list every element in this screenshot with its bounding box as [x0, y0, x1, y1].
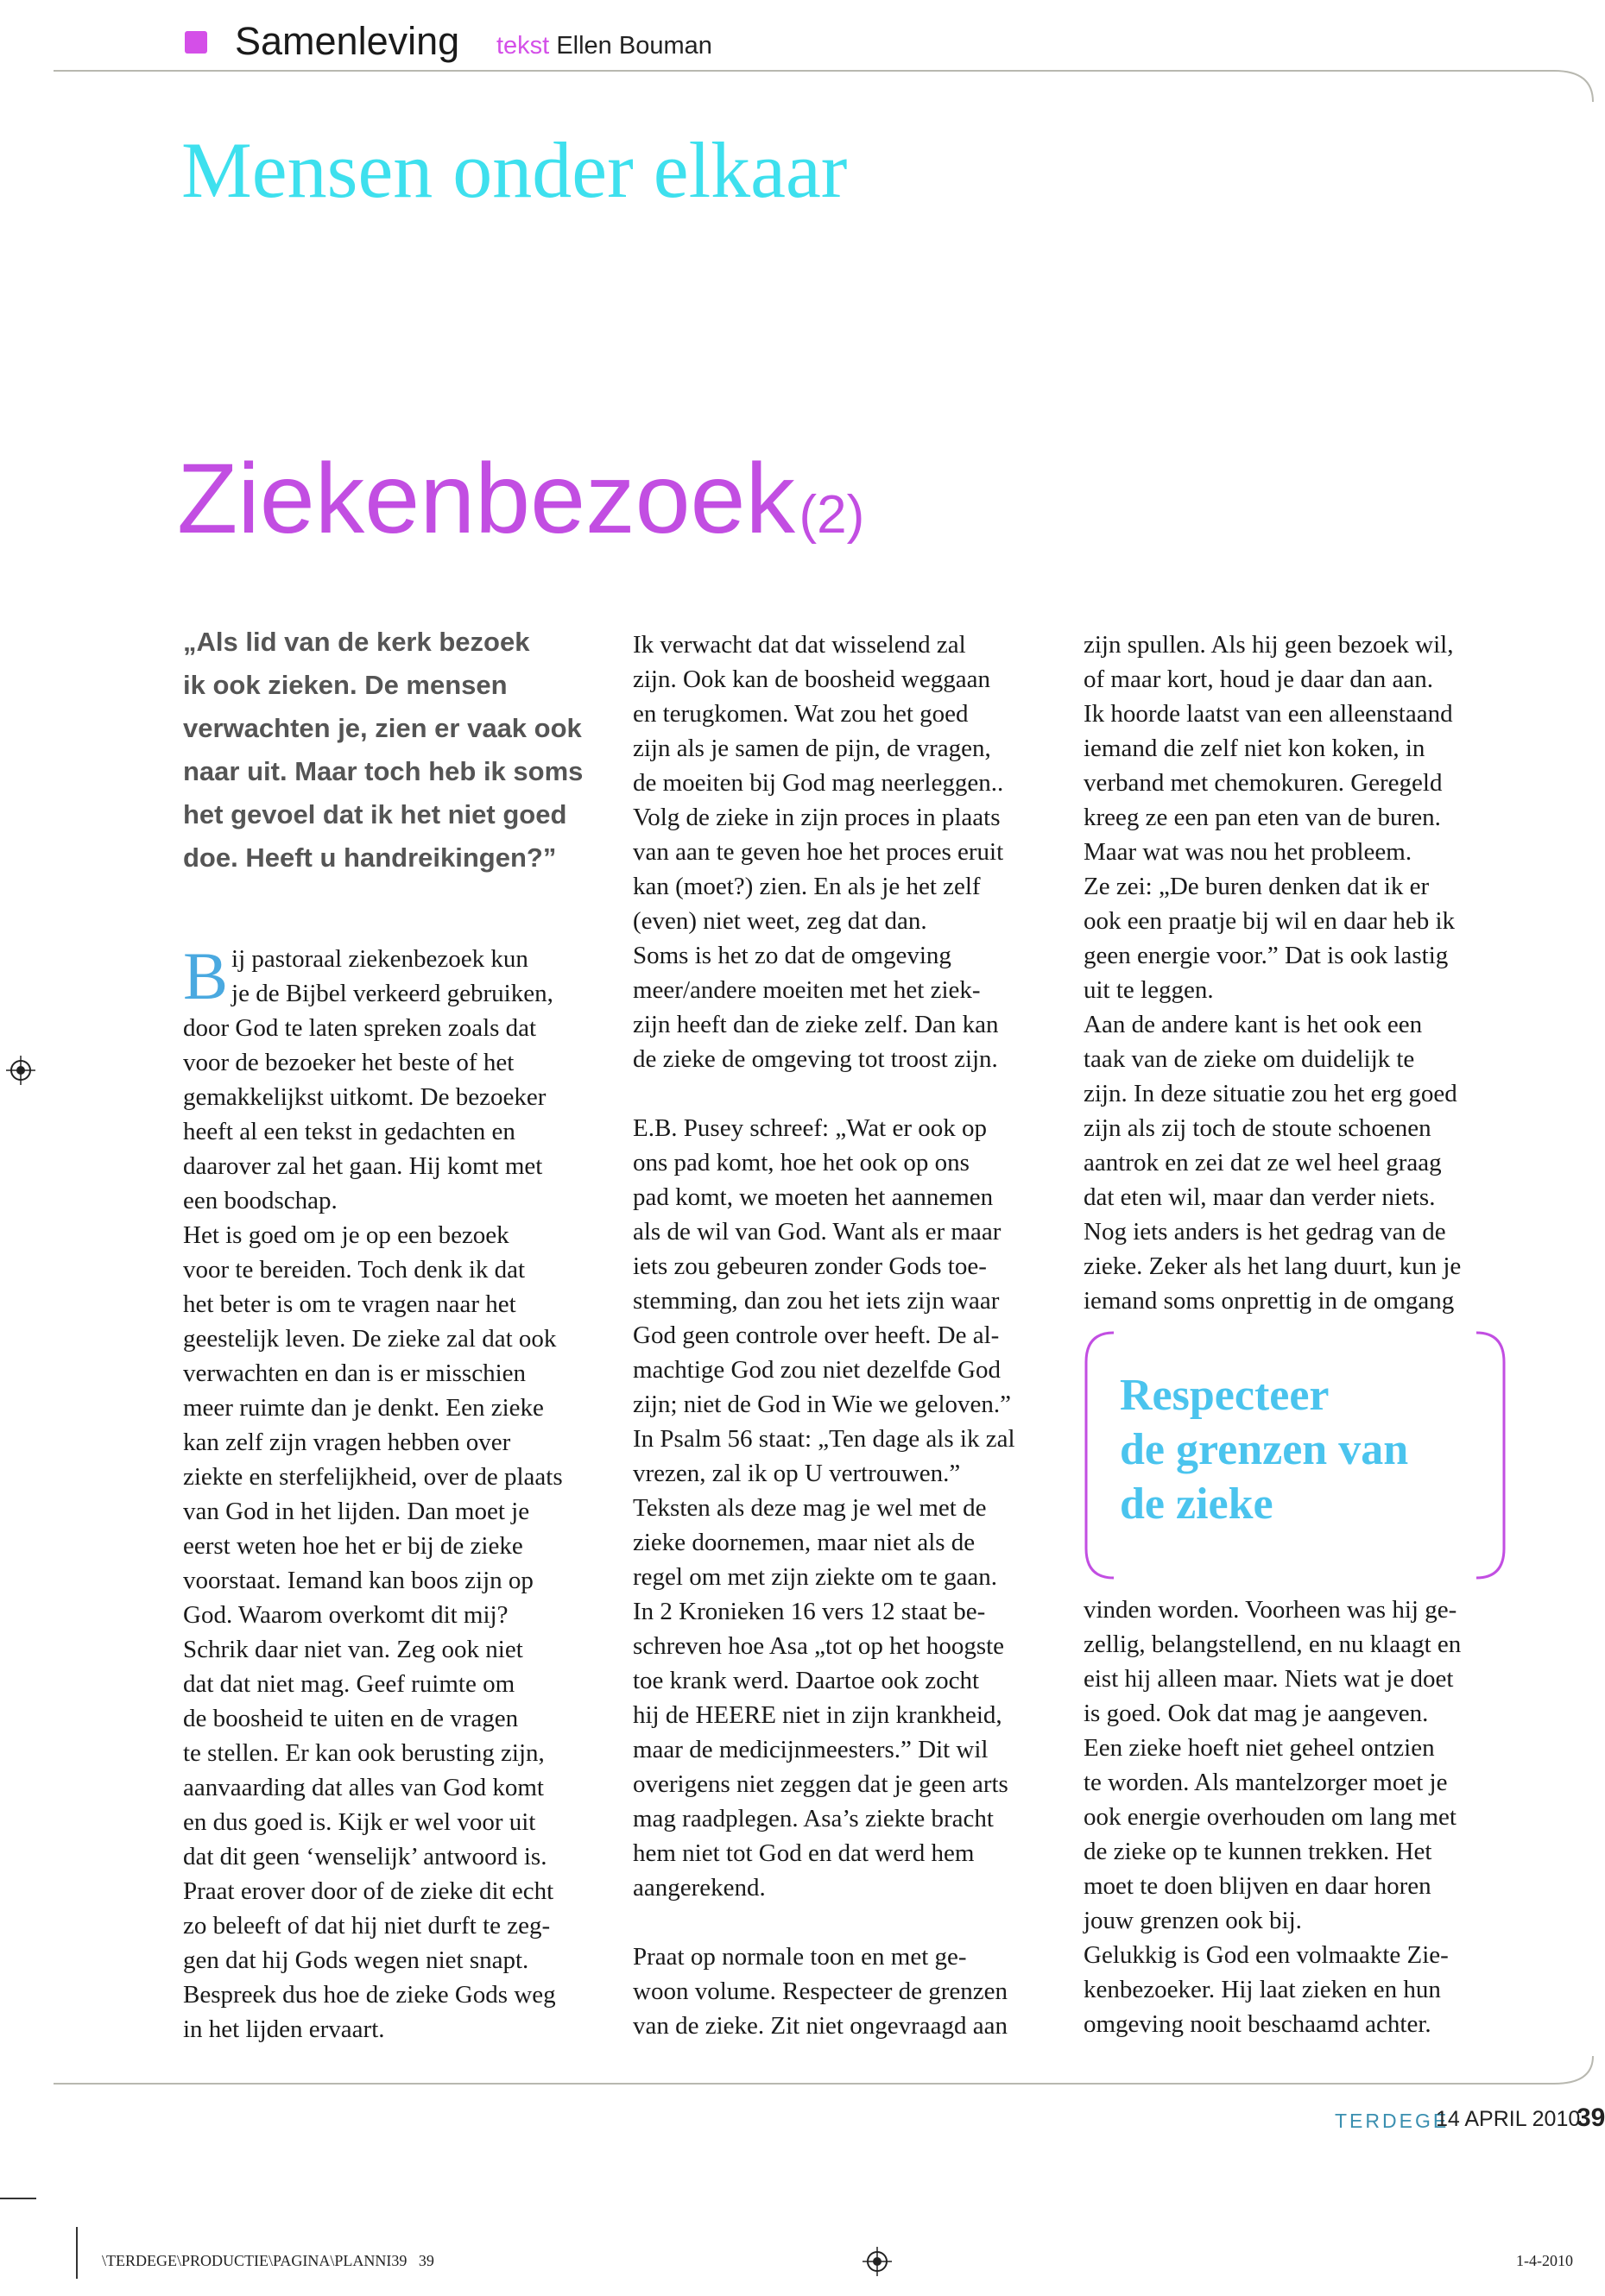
body-line: voor te bereiden. Toch denk ik dat [183, 1256, 526, 1284]
body-line: te worden. Als mantelzorger moet je [1084, 1769, 1448, 1796]
body-line: van God in het lijden. Dan moet je [183, 1498, 530, 1525]
body-line: schreven hoe Asa „tot op het hoogste [633, 1632, 1005, 1660]
body-line: is goed. Ook dat mag je aangeven. [1084, 1700, 1429, 1727]
body-line: voorstaat. Iemand kan boos zijn op [183, 1567, 534, 1594]
body-line: heeft al een tekst in gedachten en [183, 1118, 515, 1145]
body-line: taak van de zieke om duidelijk te [1084, 1045, 1415, 1073]
body-line: je de Bijbel verkeerd gebruiken, [231, 980, 553, 1007]
body-line: dat dit geen ‘wenselijk’ antwoord is. [183, 1843, 547, 1870]
pullquote-line: Respecteer [1120, 1371, 1330, 1420]
body-line: ij pastoraal ziekenbezoek kun [231, 945, 528, 973]
body-line: geen energie voor.” Dat is ook lastig [1084, 942, 1449, 969]
crop-mark [76, 2227, 78, 2279]
body-line: mag raadplegen. Asa’s ziekte bracht [633, 1805, 994, 1832]
body-line: stemming, dan zou het iets zijn waar [633, 1287, 1000, 1315]
body-line: zieke. Zeker als het lang duurt, kun je [1084, 1252, 1462, 1280]
lead-question [183, 621, 615, 880]
printer-slug-date: 1-4-2010 [1516, 2252, 1573, 2269]
lead-line: doe. Heeft u handreikingen?” [183, 842, 557, 873]
body-line: hij de HEERE niet in zijn krankheid, [633, 1701, 1002, 1729]
body-line: moet te doen blijven en daar horen [1084, 1872, 1431, 1900]
body-line: kan zelf zijn vragen hebben over [183, 1429, 511, 1456]
body-line: zijn. Ook kan de boosheid weggaan [633, 665, 990, 693]
body-line: God. Waarom overkomt dit mij? [183, 1601, 509, 1629]
body-line: voor de bezoeker het beste of het [183, 1049, 515, 1076]
footer-rule [0, 2054, 1593, 2106]
body-column-2 [633, 628, 1065, 2043]
body-line: de moeiten bij God mag neerleggen.. [633, 769, 1004, 797]
body-line: maar de medicijnmeesters.” Dit wil [633, 1736, 989, 1763]
body-line: meer/andere moeiten met het ziek- [633, 976, 981, 1004]
body-line: Aan de andere kant is het ook een [1084, 1011, 1423, 1038]
body-line: vinden worden. Voorheen was hij ge- [1084, 1596, 1457, 1624]
body-line: eist hij alleen maar. Niets wat je doet [1084, 1665, 1454, 1693]
body-line: overigens niet zeggen dat je geen arts [633, 1770, 1008, 1798]
credit-label: tekst [496, 32, 550, 60]
body-line: aangerekend. [633, 1874, 766, 1902]
body-line: geestelijk leven. De zieke zal dat ook [183, 1325, 557, 1353]
body-line: aanvaarding dat alles van God komt [183, 1774, 544, 1801]
body-line: zo beleeft of dat hij niet durft te zeg- [183, 1912, 551, 1940]
title-main: Ziekenbezoek [177, 444, 795, 554]
body-line: gen dat hij Gods wegen niet snapt. [183, 1946, 529, 1974]
author-name: Ellen Bouman [556, 32, 712, 60]
body-line: toe krank werd. Daartoe ook zocht [633, 1667, 980, 1694]
body-line: zijn spullen. Als hij geen bezoek wil, [1084, 631, 1454, 659]
crop-mark [0, 2198, 36, 2199]
registration-mark-icon [862, 2246, 893, 2277]
body-line: zieke doornemen, maar niet als de [633, 1529, 976, 1556]
body-line: en dus goed is. Kijk er wel voor uit [183, 1808, 536, 1836]
magazine-name: TERDEGE [1335, 2110, 1450, 2132]
body-line: hem niet tot God en dat werd hem [633, 1839, 975, 1867]
body-line: aantrok en zei dat ze wel heel graag [1084, 1149, 1442, 1176]
body-line: vrezen, zal ik op U vertrouwen.” [633, 1460, 961, 1487]
body-line: of maar kort, houd je daar dan aan. [1084, 665, 1434, 693]
body-line: machtige God zou niet dezelfde God [633, 1356, 1001, 1384]
body-line: woon volume. Respecteer de grenzen [633, 1977, 1008, 2005]
body-line: eerst weten hoe het er bij de zieke [183, 1532, 523, 1560]
body-line: In Psalm 56 staat: „Ten dage als ik zal [633, 1425, 1015, 1453]
body-line: te stellen. Er kan ook berusting zijn, [183, 1739, 545, 1767]
section-label: Samenleving [235, 19, 460, 63]
body-column-3-bottom [1084, 1593, 1532, 2041]
body-line: omgeving nooit beschaamd achter. [1084, 2010, 1431, 2038]
body-line: E.B. Pusey schreef: „Wat er ook op [633, 1114, 987, 1142]
body-column-1 [183, 938, 615, 2047]
title-part: (2) [799, 485, 865, 545]
body-line: de zieke op te kunnen trekken. Het [1084, 1838, 1432, 1865]
body-line: regel om met zijn ziekte om te gaan. [633, 1563, 997, 1591]
body-line: Een zieke hoeft niet geheel ontzien [1084, 1734, 1435, 1762]
body-line: het beter is om te vragen naar het [183, 1290, 516, 1318]
body-line: Bespreek dus hoe de zieke Gods weg [183, 1981, 556, 2009]
body-line: In 2 Kronieken 16 vers 12 staat be- [633, 1598, 986, 1625]
body-line: ook energie overhouden om lang met [1084, 1803, 1457, 1831]
body-line: zijn. In deze situatie zou het erg goed [1084, 1080, 1457, 1107]
body-line: Ik hoorde laatst van een alleenstaand [1084, 700, 1453, 728]
body-line: kreeg ze een pan eten van de buren. [1084, 804, 1441, 831]
body-line: als de wil van God. Want als er maar [633, 1218, 1002, 1246]
body-line: God geen controle over heeft. De al- [633, 1321, 1000, 1349]
body-line: ons pad komt, hoe het ook op ons [633, 1149, 970, 1176]
lead-line: verwachten je, zien er vaak ook [183, 713, 582, 743]
body-line: Praat op normale toon en met ge- [633, 1943, 967, 1971]
body-line: gemakkelijkst uitkomt. De bezoeker [183, 1083, 547, 1111]
article-title [177, 438, 864, 590]
body-line: kenbezoeker. Hij laat zieken en hun [1084, 1976, 1441, 2003]
body-line: door God te laten spreken zoals dat [183, 1014, 537, 1042]
body-line: iemand soms onprettig in de omgang [1084, 1287, 1455, 1315]
body-line: dat eten wil, maar dan verder niets. [1084, 1183, 1436, 1211]
body-line: dat dat niet mag. Geef ruimte om [183, 1670, 515, 1698]
body-line: zijn heeft dan de zieke zelf. Dan kan [633, 1011, 999, 1038]
body-line: Nog iets anders is het gedrag van de [1084, 1218, 1446, 1246]
body-line: en terugkomen. Wat zou het goed [633, 700, 969, 728]
body-line: de boosheid te uiten en de vragen [183, 1705, 519, 1732]
body-line: van de zieke. Zit niet ongevraagd aan [633, 2012, 1008, 2040]
body-line: Volg de zieke in zijn proces in plaats [633, 804, 1001, 831]
body-line: pad komt, we moeten het aannemen [633, 1183, 994, 1211]
issue-date: 14 APRIL 2010 [1436, 2107, 1581, 2131]
lead-line: het gevoel dat ik het niet goed [183, 799, 567, 829]
body-line: meer ruimte dan je denkt. Een zieke [183, 1394, 544, 1422]
body-line: jouw grenzen ook bij. [1084, 1907, 1302, 1934]
pullquote-line: de grenzen van [1120, 1425, 1409, 1474]
registration-mark-icon [5, 1055, 36, 1086]
body-line: zijn; niet de God in Wie we geloven.” [633, 1391, 1012, 1418]
body-line: Ze zei: „De buren denken dat ik er [1084, 873, 1430, 900]
body-line: Praat erover door of de zieke dit echt [183, 1877, 554, 1905]
body-line: van aan te geven hoe het proces eruit [633, 838, 1004, 866]
body-column-3-top [1084, 628, 1532, 1318]
body-line: de zieke de omgeving tot troost zijn. [633, 1045, 998, 1073]
body-line: een boodschap. [183, 1187, 338, 1214]
body-line: ziekte en sterfelijkheid, over de plaats [183, 1463, 563, 1491]
lead-line: naar uit. Maar toch heb ik soms [183, 756, 584, 786]
body-line: zijn als zij toch de stoute schoenen [1084, 1114, 1431, 1142]
body-line: verwachten en dan is er misschien [183, 1359, 526, 1387]
body-line: iets zou gebeuren zonder Gods toe- [633, 1252, 987, 1280]
body-line: Ik verwacht dat dat wisselend zal [633, 631, 966, 659]
body-line: (even) niet weet, zeg dat dan. [633, 907, 927, 935]
body-line: Schrik daar niet van. Zeg ook niet [183, 1636, 523, 1663]
body-line: zijn als je samen de pijn, de vragen, [633, 735, 991, 762]
body-line: kan (moet?) zien. En als je het zelf [633, 873, 981, 900]
body-line: uit te leggen. [1084, 976, 1214, 1004]
body-line: daarover zal het gaan. Hij komt met [183, 1152, 543, 1180]
body-line: iemand die zelf niet kon koken, in [1084, 735, 1425, 762]
printer-slug-path: \TERDEGE\PRODUCTIE\PAGINA\PLANNI39 39 [102, 2252, 434, 2269]
page-number: 39 [1577, 2104, 1605, 2132]
kicker-heading: Mensen onder elkaar [181, 126, 848, 214]
lead-line: „Als lid van de kerk bezoek [183, 627, 530, 657]
body-line: Gelukkig is God een volmaakte Zie- [1084, 1941, 1449, 1969]
body-line: Het is goed om je op een bezoek [183, 1221, 509, 1249]
drop-cap: B [183, 938, 229, 1013]
body-line: Teksten als deze mag je wel met de [633, 1494, 987, 1522]
body-line: zellig, belangstellend, en nu klaagt en [1084, 1631, 1462, 1658]
body-line: ook een praatje bij wil en daar heb ik [1084, 907, 1456, 935]
body-line: Maar wat was nou het probleem. [1084, 838, 1412, 866]
pullquote [1120, 1368, 1408, 1531]
lead-line: ik ook zieken. De mensen [183, 670, 508, 700]
body-line: Soms is het zo dat de omgeving [633, 942, 951, 969]
pullquote-line: de zieke [1120, 1479, 1273, 1529]
body-line: verband met chemokuren. Geregeld [1084, 769, 1443, 797]
body-line: in het lijden ervaart. [183, 2015, 385, 2043]
